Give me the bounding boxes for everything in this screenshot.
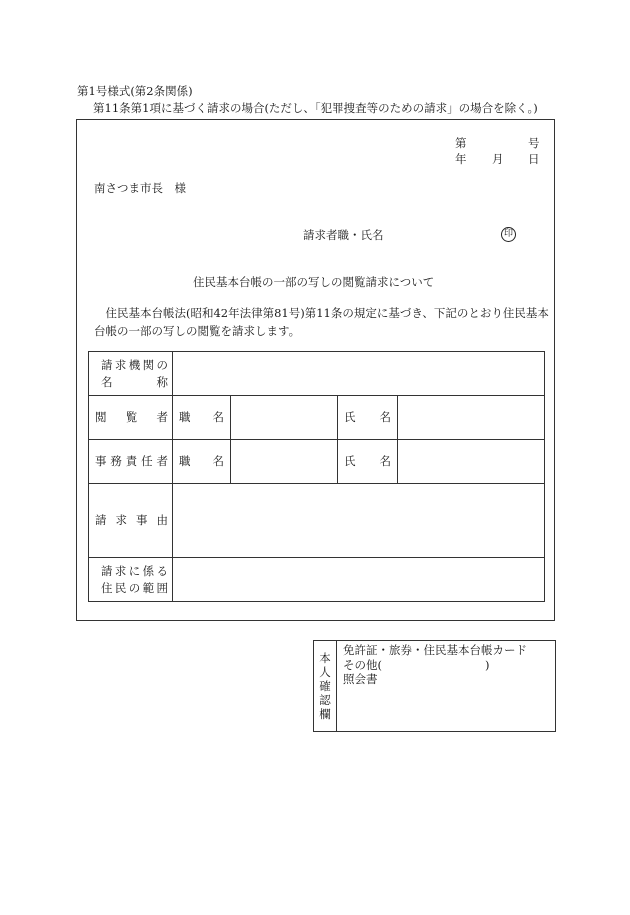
row-viewer	[89, 396, 545, 440]
identity-options	[343, 643, 527, 687]
requester-label: 請求者職・氏名	[303, 228, 384, 242]
identity-confirmation-box	[313, 640, 556, 732]
row-reason	[89, 484, 545, 558]
seal-mark: 印	[501, 227, 516, 242]
viewer-position-field[interactable]	[231, 396, 338, 440]
reason-field[interactable]	[173, 484, 545, 558]
date-year: 年	[455, 152, 467, 166]
option-id-documents[interactable]: 免許証・旅券・住民基本台帳カード	[343, 643, 527, 657]
row-manager	[89, 440, 545, 484]
addressee: 南さつま市長 様	[94, 181, 186, 195]
option-other[interactable]: その他( )	[343, 657, 490, 672]
label-scope: 請 求 に 係 る 住 民 の 範 囲	[89, 558, 173, 602]
identity-confirmation-label: 本 人 確 認 欄	[314, 641, 337, 731]
form-number: 第1号様式(第2条関係)	[77, 84, 193, 98]
org-name-field[interactable]	[173, 352, 545, 396]
document-number-block	[455, 138, 539, 170]
option-inquiry[interactable]: 照会書	[343, 672, 378, 686]
body-text: 住民基本台帳法(昭和42年法律第81号)第11条の規定に基づき、下記のとおり住民基本台帳の一部の写しの閲覧を請求します。	[94, 306, 549, 338]
date-day: 日	[528, 152, 540, 166]
scope-field[interactable]	[173, 558, 545, 602]
document-title: 住民基本台帳の一部の写しの閲覧請求について	[193, 275, 435, 289]
date-month: 月	[492, 152, 504, 166]
label-viewer: 閲 覧 者	[89, 396, 173, 440]
doc-number-go: 号	[528, 136, 540, 150]
viewer-name-label: 氏 名	[338, 396, 398, 440]
manager-name-field[interactable]	[398, 440, 545, 484]
doc-number-dai: 第	[455, 136, 467, 150]
label-reason: 請 求 事 由	[89, 484, 173, 558]
row-scope	[89, 558, 545, 602]
manager-name-label: 氏 名	[338, 440, 398, 484]
viewer-name-field[interactable]	[398, 396, 545, 440]
request-table	[88, 351, 545, 602]
viewer-position-label: 職 名	[173, 396, 231, 440]
manager-position-label: 職 名	[173, 440, 231, 484]
label-org-name: 請 求 機 関 の 名 称	[89, 352, 173, 396]
row-org-name	[89, 352, 545, 396]
form-subtitle: 第11条第1項に基づく請求の場合(ただし、「犯罪捜査等のための請求」の場合を除く。)	[93, 101, 538, 115]
label-manager: 事 務 責 任 者	[89, 440, 173, 484]
request-form	[76, 119, 555, 621]
manager-position-field[interactable]	[231, 440, 338, 484]
